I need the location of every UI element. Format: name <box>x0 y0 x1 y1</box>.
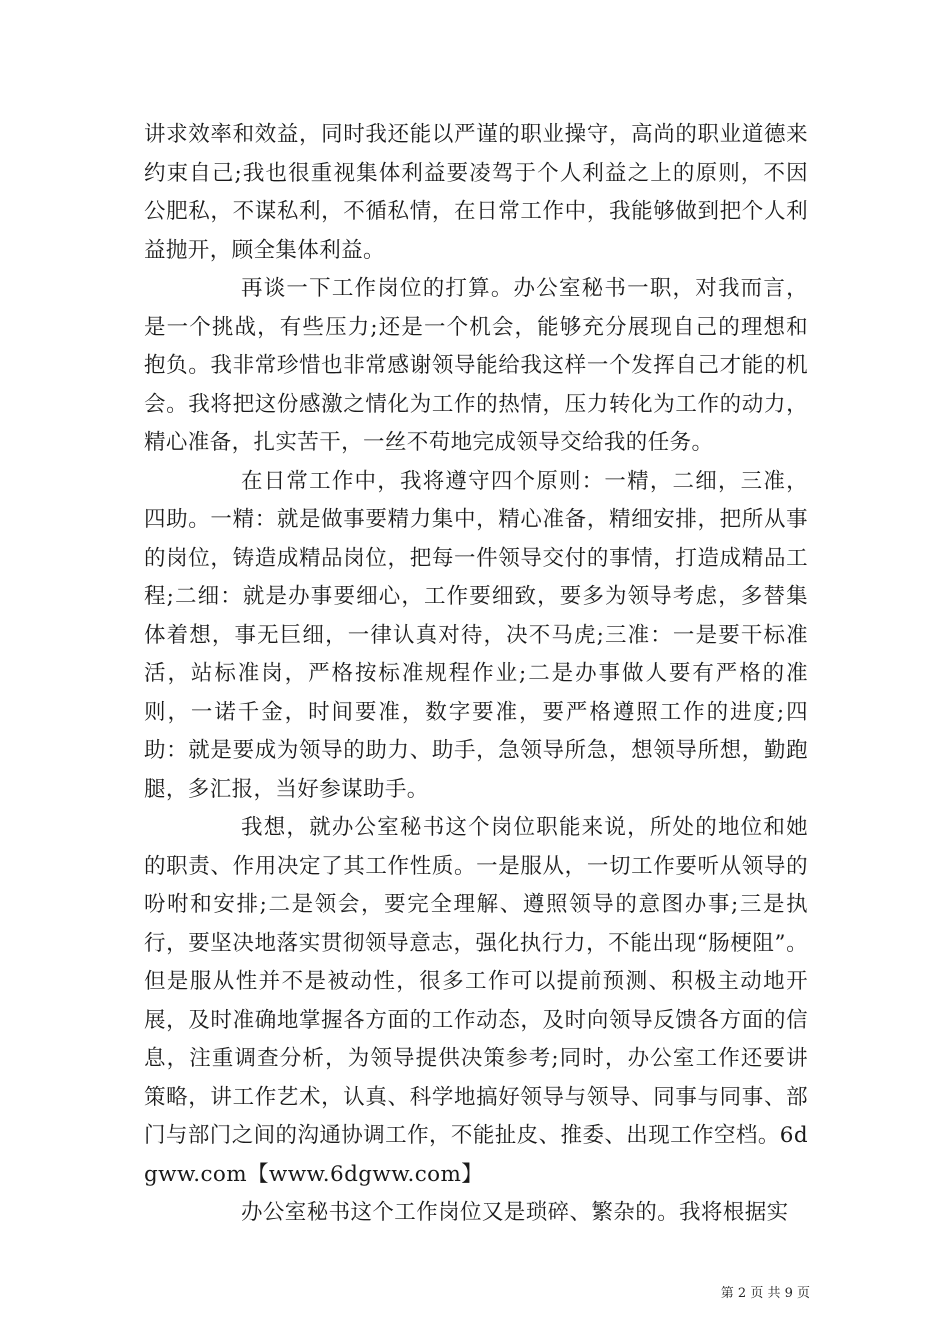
paragraph-4: 我想，就办公室秘书这个岗位职能来说，所处的地位和她的职责、作用决定了其工作性质。一是服从，一切工作要听从领导的吩咐和安排;二是领会，要完全理解、遵照领导的意图办事;三是执行，要坚决地落实贯彻领导意志，强化执行力，不能出现“肠梗阻”。但是服从性并不是被动性，很多工作可以提前预测、积极主动地开展，及时准确地掌握各方面的工作动态，及时向领导反馈各方面的信息，注重调查分析，为领导提供决策参考;同时，办公室工作还要讲策略，讲工作艺术，认真、科学地搞好领导与领导、同事与同事、部门与部门之间的沟通协调工作，不能扯皮、推委、出现工作空档。6dgww.com【www.6dgww.com】 <box>144 815 808 1187</box>
paragraph-5: 办公室秘书这个工作岗位又是琐碎、繁杂的。我将根据实 <box>241 1200 789 1225</box>
page-number: 第 2 页 共 9 页 <box>720 1286 810 1301</box>
paragraph-2: 再谈一下工作岗位的打算。办公室秘书一职，对我而言，是一个挑战，有些压力;还是一个机会，能够充分展现自己的理想和抱负。我非常珍惜也非常感谢领导能给我这样一个发挥自己才能的机会。我将把这份感激之情化为工作的热情，压力转化为工作的动力，精心准备，扎实苦干，一丝不苟地完成领导交给我的任务。 <box>144 276 808 455</box>
document-body <box>144 116 808 1233</box>
paragraph-1: 讲求效率和效益，同时我还能以严谨的职业操守，高尚的职业道德来约束自己;我也很重视集体利益要凌驾于个人利益之上的原则，不因公肥私，不谋私利，不循私情，在日常工作中，我能够做到把个人利益抛开，顾全集体利益。 <box>144 122 808 263</box>
paragraph-3: 在日常工作中，我将遵守四个原则：一精，二细，三准，四助。一精：就是做事要精力集中，精心准备，精细安排，把所从事的岗位，铸造成精品岗位，把每一件领导交付的事情，打造成精品工程;二细：就是办事要细心，工作要细致，要多为领导考虑，多替集体着想，事无巨细，一律认真对待，决不马虎;三准：一是要干标准活，站标准岗，严格按标准规程作业;二是办事做人要有严格的准则，一诺千金，时间要准，数字要准，要严格遵照工作的进度;四助：就是要成为领导的助力、助手，急领导所急，想领导所想，勤跑腿，多汇报，当好参谋助手。 <box>144 468 808 802</box>
